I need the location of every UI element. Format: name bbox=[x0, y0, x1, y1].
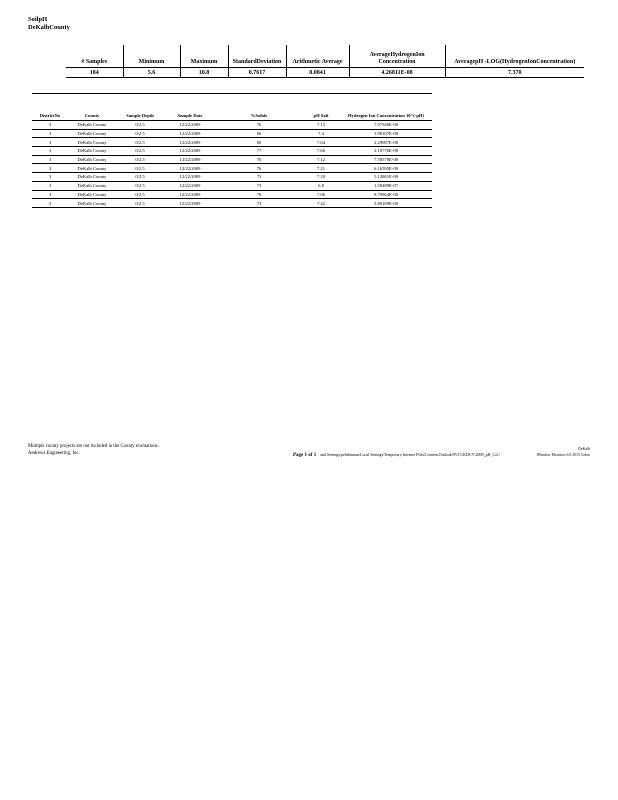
detail-table bbox=[32, 93, 432, 208]
summary-value-samples: 184 bbox=[66, 68, 123, 78]
cell-solids: 73 bbox=[216, 181, 302, 190]
cell-depth: 0/2.5 bbox=[116, 121, 164, 130]
detail-body bbox=[32, 121, 432, 208]
cell-county: DeKalb County bbox=[68, 190, 116, 199]
detail-header-ph: pH Salt bbox=[302, 94, 340, 121]
footer-county: DeKalb bbox=[578, 447, 590, 451]
cell-h-ion: 3.98107E-08 bbox=[340, 129, 432, 138]
cell-district: 3 bbox=[32, 129, 68, 138]
detail-header-county: County bbox=[68, 94, 116, 121]
cell-depth: 0/2.5 bbox=[116, 147, 164, 156]
detail-header-row bbox=[32, 94, 432, 121]
cell-depth: 0/2.5 bbox=[116, 129, 164, 138]
summary-header-samples: # Samples bbox=[66, 45, 123, 68]
summary-value-avg-ph: 7.370 bbox=[445, 68, 584, 78]
cell-date: 12/22/2009 bbox=[164, 138, 216, 147]
summary-value-stddev: 0.7617 bbox=[228, 68, 286, 78]
table-row bbox=[32, 173, 432, 182]
cell-depth: 0/2.5 bbox=[116, 138, 164, 147]
cell-date: 12/22/2009 bbox=[164, 173, 216, 182]
cell-district: 3 bbox=[32, 155, 68, 164]
cell-district: 3 bbox=[32, 164, 68, 173]
cell-h-ion: 1.58489E-07 bbox=[340, 181, 432, 190]
summary-header-stddev: StandardDeviation bbox=[228, 45, 286, 68]
cell-solids: 80 bbox=[216, 138, 302, 147]
cell-h-ion: 5.12861E-08 bbox=[340, 173, 432, 182]
cell-ph: 7.64 bbox=[302, 138, 340, 147]
cell-ph: 6.8 bbox=[302, 181, 340, 190]
detail-header-date: Sample Date bbox=[164, 94, 216, 121]
cell-county: DeKalb County bbox=[68, 181, 116, 190]
notes bbox=[28, 443, 159, 457]
report-title-line2: DeKalbCounty bbox=[28, 24, 70, 31]
cell-county: DeKalb County bbox=[68, 173, 116, 182]
cell-date: 12/22/2009 bbox=[164, 181, 216, 190]
cell-date: 12/22/2009 bbox=[164, 190, 216, 199]
summary-header-arith-avg: Arithmetic Average bbox=[286, 45, 349, 68]
cell-solids: 76 bbox=[216, 121, 302, 130]
summary-table bbox=[66, 45, 584, 78]
cell-depth: 0/2.5 bbox=[116, 173, 164, 182]
cell-district: 3 bbox=[32, 121, 68, 130]
cell-solids: 78 bbox=[216, 190, 302, 199]
cell-ph: 7.66 bbox=[302, 147, 340, 156]
summary-value-avg-h-ion: 4.26811E-08 bbox=[349, 68, 445, 78]
cell-county: DeKalb County bbox=[68, 147, 116, 156]
summary-header-row bbox=[66, 45, 584, 68]
table-row bbox=[32, 138, 432, 147]
summary-header-avg-ph: AveragepH -LOG(HydrogenIonConcentration) bbox=[445, 45, 584, 68]
summary-value-arith-avg: 8.0841 bbox=[286, 68, 349, 78]
cell-county: DeKalb County bbox=[68, 138, 116, 147]
cell-county: DeKalb County bbox=[68, 155, 116, 164]
summary-header-minimum: Minimum bbox=[123, 45, 180, 68]
cell-date: 12/22/2009 bbox=[164, 147, 216, 156]
cell-solids: 70 bbox=[216, 155, 302, 164]
table-row bbox=[32, 129, 432, 138]
cell-solids: 77 bbox=[216, 147, 302, 156]
cell-ph: 7.4 bbox=[302, 129, 340, 138]
table-row bbox=[32, 190, 432, 199]
cell-ph: 7.15 bbox=[302, 121, 340, 130]
cell-h-ion: 7.07946E-08 bbox=[340, 121, 432, 130]
cell-county: DeKalb County bbox=[68, 199, 116, 208]
footer-right bbox=[536, 446, 590, 458]
summary-value-minimum: 5.6 bbox=[123, 68, 180, 78]
summary-header-maximum: Maximum bbox=[180, 45, 228, 68]
cell-date: 12/22/2009 bbox=[164, 199, 216, 208]
cell-depth: 0/2.5 bbox=[116, 199, 164, 208]
detail-header-depth: Sample Depth bbox=[116, 94, 164, 121]
cell-h-ion: 3.80189E-08 bbox=[340, 199, 432, 208]
table-row bbox=[32, 155, 432, 164]
table-row bbox=[32, 147, 432, 156]
cell-h-ion: 7.58578E-08 bbox=[340, 155, 432, 164]
footer-page-number: Page 1 of 1 bbox=[293, 453, 317, 458]
summary-value-maximum: 10.8 bbox=[180, 68, 228, 78]
cell-h-ion: 2.29087E-08 bbox=[340, 138, 432, 147]
cell-district: 3 bbox=[32, 173, 68, 182]
cell-district: 3 bbox=[32, 181, 68, 190]
report-title-line1: SoilpH bbox=[28, 16, 48, 23]
cell-county: DeKalb County bbox=[68, 121, 116, 130]
footer-software: IWindow Monitors 6.0 2015 Cobra bbox=[536, 453, 590, 457]
cell-ph: 7.21 bbox=[302, 164, 340, 173]
detail-header-solids: %Solids bbox=[216, 94, 302, 121]
cell-h-ion: 2.18776E-08 bbox=[340, 147, 432, 156]
detail-header-district: DistrictNo bbox=[32, 94, 68, 121]
detail-header-h-ion: Hydrogen Ion Concentration 10^(-pH) bbox=[340, 94, 432, 121]
footer-file-path: and Settings\pehrhuman\Local Settings\Temporary Internet Files\Content.Outlook\9VCCKDCV\2009_pH_CoC bbox=[320, 452, 500, 457]
table-row bbox=[32, 181, 432, 190]
summary-header-avg-h-ion: AverageHydrogenIon Concentration bbox=[349, 45, 445, 68]
cell-solids: 73 bbox=[216, 173, 302, 182]
note-company: Andrews Engineering, Inc. bbox=[28, 451, 80, 456]
cell-county: DeKalb County bbox=[68, 129, 116, 138]
cell-date: 12/22/2009 bbox=[164, 129, 216, 138]
report-title bbox=[28, 16, 70, 32]
cell-date: 12/22/2009 bbox=[164, 121, 216, 130]
table-row bbox=[32, 164, 432, 173]
cell-district: 3 bbox=[32, 147, 68, 156]
cell-ph: 7.06 bbox=[302, 190, 340, 199]
cell-h-ion: 8.70964E-08 bbox=[340, 190, 432, 199]
cell-solids: 68 bbox=[216, 129, 302, 138]
cell-date: 12/22/2009 bbox=[164, 155, 216, 164]
note-multi-county: Multiple county projects are not included in the County evaluations. bbox=[28, 444, 159, 449]
cell-solids: 76 bbox=[216, 164, 302, 173]
cell-solids: 73 bbox=[216, 199, 302, 208]
cell-district: 3 bbox=[32, 199, 68, 208]
cell-h-ion: 6.16595E-08 bbox=[340, 164, 432, 173]
cell-county: DeKalb County bbox=[68, 164, 116, 173]
cell-date: 12/22/2009 bbox=[164, 164, 216, 173]
cell-ph: 7.42 bbox=[302, 199, 340, 208]
cell-ph: 7.29 bbox=[302, 173, 340, 182]
cell-depth: 0/2.5 bbox=[116, 190, 164, 199]
cell-district: 3 bbox=[32, 190, 68, 199]
cell-depth: 0/2.5 bbox=[116, 164, 164, 173]
cell-depth: 0/2.5 bbox=[116, 181, 164, 190]
summary-value-row bbox=[66, 68, 584, 78]
cell-ph: 7.12 bbox=[302, 155, 340, 164]
cell-district: 3 bbox=[32, 138, 68, 147]
table-row bbox=[32, 121, 432, 130]
table-row bbox=[32, 199, 432, 208]
cell-depth: 0/2.5 bbox=[116, 155, 164, 164]
footer-path bbox=[293, 452, 500, 459]
